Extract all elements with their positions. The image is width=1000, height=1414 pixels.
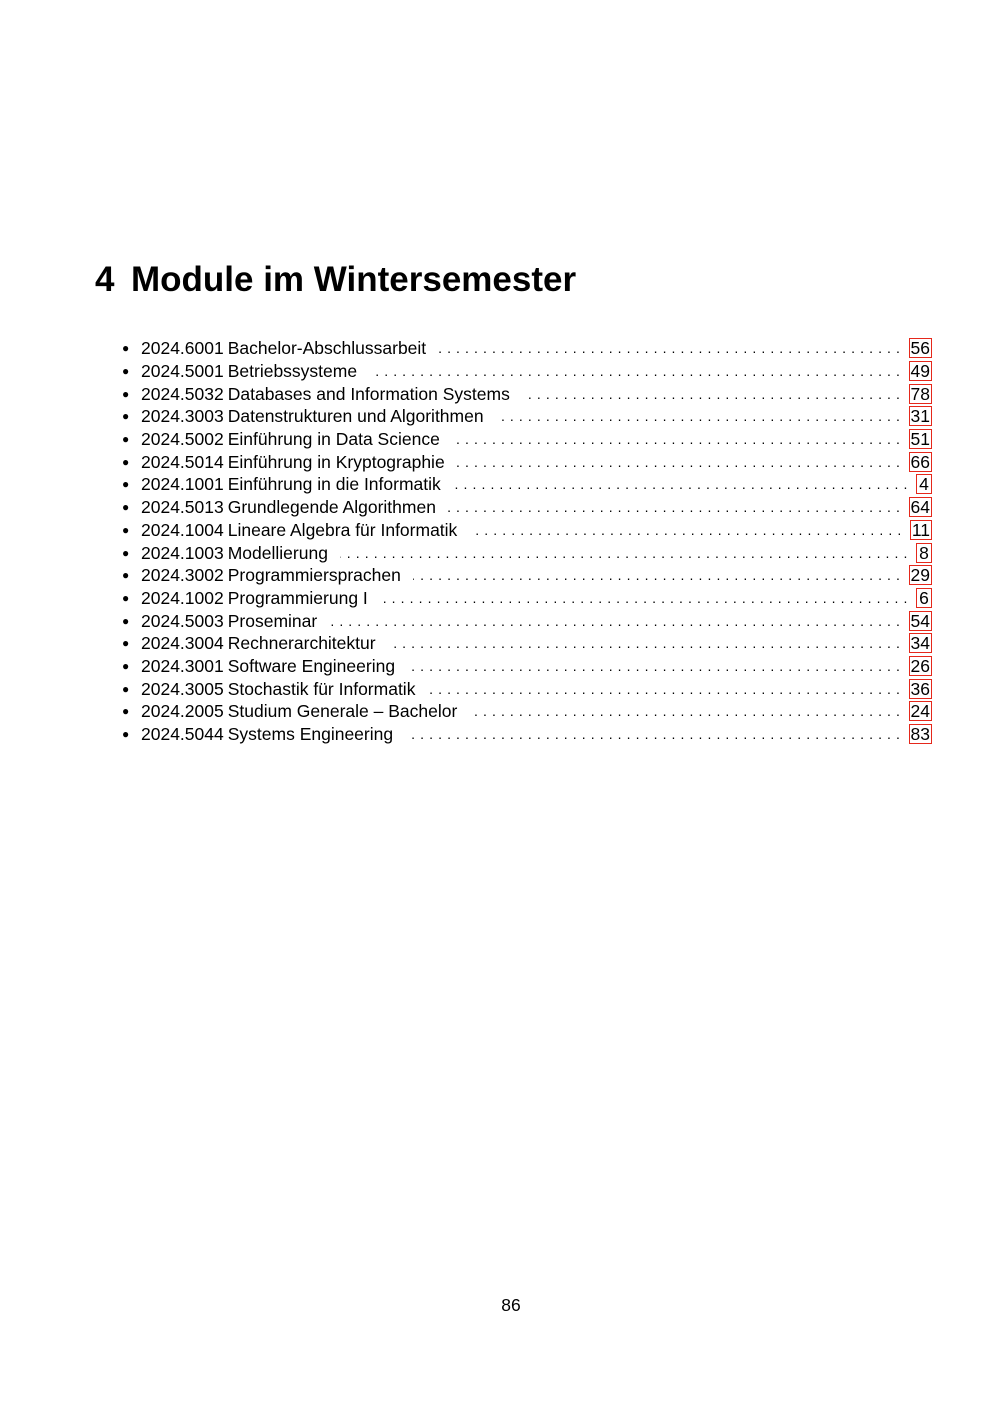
module-title: Databases and Information Systems xyxy=(227,383,510,404)
module-code: 2024.3004 xyxy=(141,633,224,654)
page-reference-link[interactable]: 78 xyxy=(910,383,930,404)
page-reference-link[interactable]: 31 xyxy=(910,406,930,427)
module-code: 2024.1004 xyxy=(141,519,224,540)
page-reference-link[interactable]: 34 xyxy=(910,633,930,654)
module-entry-link[interactable] xyxy=(141,610,317,632)
module-title: Einführung in die Informatik xyxy=(227,474,441,495)
dot-leader xyxy=(452,428,901,450)
list-item xyxy=(120,609,932,632)
dot-leader xyxy=(329,610,900,632)
dot-leader xyxy=(427,678,900,700)
dot-leader xyxy=(405,723,900,745)
bullet-icon: ● xyxy=(122,568,130,583)
module-code: 2024.5013 xyxy=(141,497,224,518)
module-entry-link[interactable] xyxy=(141,564,401,586)
module-title: Modellierung xyxy=(227,542,328,563)
bullet-icon: ● xyxy=(122,681,130,696)
module-entry-link[interactable] xyxy=(141,360,357,382)
module-title: Programmiersprachen xyxy=(227,565,401,586)
bullet-icon: ● xyxy=(122,454,130,469)
dot-leader xyxy=(413,564,901,586)
module-title: Systems Engineering xyxy=(227,724,394,745)
page-reference-link[interactable]: 56 xyxy=(910,338,930,359)
module-list xyxy=(120,337,932,745)
page-reference-link[interactable]: 49 xyxy=(910,361,930,382)
dot-leader xyxy=(340,542,908,564)
dot-leader xyxy=(438,337,900,359)
bullet-icon: ● xyxy=(122,477,130,492)
list-item xyxy=(120,700,932,723)
module-code: 2024.5003 xyxy=(141,610,224,631)
module-code: 2024.5032 xyxy=(141,383,224,404)
dot-leader xyxy=(380,587,908,609)
bullet-icon: ● xyxy=(122,658,130,673)
module-title: Programmierung I xyxy=(227,587,368,608)
dot-leader xyxy=(457,451,901,473)
bullet-icon: ● xyxy=(122,386,130,401)
bullet-icon: ● xyxy=(122,364,130,379)
page-reference-link[interactable]: 54 xyxy=(910,610,930,631)
module-title: Stochastik für Informatik xyxy=(227,678,416,699)
module-entry-link[interactable] xyxy=(141,723,393,745)
page-reference-link[interactable]: 36 xyxy=(910,678,930,699)
dot-leader xyxy=(496,405,901,427)
bullet-icon: ● xyxy=(122,545,130,560)
bullet-icon: ● xyxy=(122,590,130,605)
dot-leader xyxy=(369,360,900,382)
list-item xyxy=(120,519,932,542)
bullet-icon: ● xyxy=(122,727,130,742)
module-title: Einführung in Kryptographie xyxy=(227,451,445,472)
module-title: Datenstrukturen und Algorithmen xyxy=(227,406,484,427)
module-entry-link[interactable] xyxy=(141,451,445,473)
page-reference-link[interactable]: 6 xyxy=(916,588,932,608)
dot-leader xyxy=(407,655,900,677)
module-entry-link[interactable] xyxy=(141,405,484,427)
bullet-icon: ● xyxy=(122,500,130,515)
module-code: 2024.1003 xyxy=(141,542,224,563)
page-reference-link[interactable]: 4 xyxy=(916,474,932,494)
module-code: 2024.1001 xyxy=(141,474,224,495)
list-item xyxy=(120,337,932,360)
module-code: 2024.6001 xyxy=(141,338,224,359)
bullet-icon: ● xyxy=(122,613,130,628)
module-code: 2024.3005 xyxy=(141,678,224,699)
list-item xyxy=(120,405,932,428)
module-entry-link[interactable] xyxy=(141,700,457,722)
dot-leader xyxy=(453,473,908,495)
bullet-icon: ● xyxy=(122,636,130,651)
list-item xyxy=(120,587,932,610)
module-code: 2024.3003 xyxy=(141,406,224,427)
module-title: Rechnerarchitektur xyxy=(227,633,376,654)
module-title: Lineare Algebra für Informatik xyxy=(227,519,458,540)
module-entry-link[interactable] xyxy=(141,632,376,654)
page-reference-link[interactable]: 51 xyxy=(910,429,930,450)
list-item xyxy=(120,632,932,655)
section-heading xyxy=(95,258,576,302)
bullet-icon: ● xyxy=(122,522,130,537)
section-number: 4 xyxy=(95,260,115,299)
module-entry-link[interactable] xyxy=(141,587,368,609)
module-title: Proseminar xyxy=(227,610,318,631)
bullet-icon: ● xyxy=(122,432,130,447)
page-reference-link[interactable]: 11 xyxy=(911,519,930,540)
page-reference-link[interactable]: 24 xyxy=(910,701,930,722)
bullet-icon: ● xyxy=(122,409,130,424)
bullet-icon: ● xyxy=(122,341,130,356)
module-code: 2024.1002 xyxy=(141,587,224,608)
list-item xyxy=(120,723,932,746)
bullet-icon: ● xyxy=(122,704,130,719)
list-item xyxy=(120,564,932,587)
module-entry-link[interactable] xyxy=(141,542,328,564)
dot-leader xyxy=(469,700,900,722)
section-title: Module im Wintersemester xyxy=(131,260,577,299)
list-item xyxy=(120,450,932,473)
module-entry-link[interactable] xyxy=(141,496,436,518)
module-entry-link[interactable] xyxy=(141,678,415,700)
module-code: 2024.2005 xyxy=(141,701,224,722)
module-code: 2024.5044 xyxy=(141,724,224,745)
module-title: Studium Generale – Bachelor xyxy=(227,701,458,722)
list-item xyxy=(120,541,932,564)
module-title: Bachelor-Abschlussarbeit xyxy=(227,338,427,359)
dot-leader xyxy=(469,519,902,541)
module-code: 2024.3002 xyxy=(141,565,224,586)
module-entry-link[interactable] xyxy=(141,383,510,405)
page-reference-link[interactable]: 8 xyxy=(916,543,932,563)
module-title: Grundlegende Algorithmen xyxy=(227,497,436,518)
module-entry-link[interactable] xyxy=(141,473,441,495)
module-entry-link[interactable] xyxy=(141,337,426,359)
dot-leader xyxy=(388,632,901,654)
page-number: 86 xyxy=(501,1295,521,1315)
module-code: 2024.5001 xyxy=(141,361,224,382)
module-entry-link[interactable] xyxy=(141,428,440,450)
module-title: Betriebssysteme xyxy=(227,361,358,382)
module-entry-link[interactable] xyxy=(141,655,395,677)
list-item xyxy=(120,360,932,383)
module-title: Einführung in Data Science xyxy=(227,429,440,450)
list-item xyxy=(120,655,932,678)
module-code: 2024.3001 xyxy=(141,655,224,676)
list-item xyxy=(120,382,932,405)
dot-leader xyxy=(448,496,901,518)
dot-leader xyxy=(522,383,901,405)
module-title: Software Engineering xyxy=(227,655,396,676)
page-reference-link[interactable]: 66 xyxy=(910,451,930,472)
list-item xyxy=(120,496,932,519)
module-code: 2024.5014 xyxy=(141,451,224,472)
page-reference-link[interactable]: 83 xyxy=(910,724,930,745)
module-entry-link[interactable] xyxy=(141,519,457,541)
page-reference-link[interactable]: 64 xyxy=(910,497,930,518)
module-code: 2024.5002 xyxy=(141,429,224,450)
page-reference-link[interactable]: 26 xyxy=(910,655,930,676)
list-item xyxy=(120,677,932,700)
list-item xyxy=(120,473,932,496)
page-reference-link[interactable]: 29 xyxy=(910,565,930,586)
list-item xyxy=(120,428,932,451)
